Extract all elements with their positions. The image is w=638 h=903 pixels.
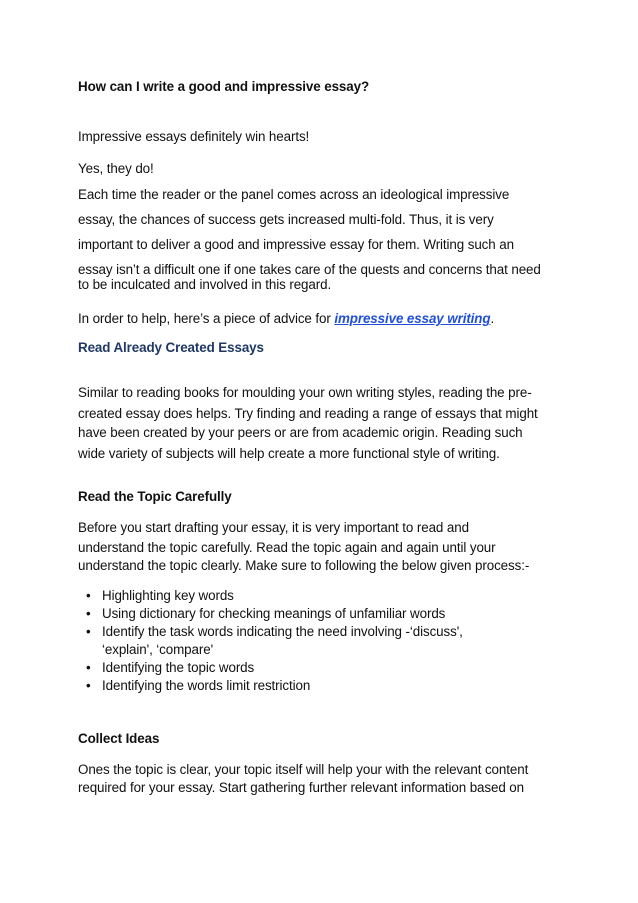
section1-line: created essay does helps. Try finding and reading a range of essays that might <box>78 406 538 421</box>
intro-paragraph-4 <box>78 310 494 328</box>
list-item-text: Identifying the topic words <box>102 660 255 675</box>
list-item-text: Highlighting key words <box>102 588 234 603</box>
section-heading-collect-ideas: Collect Ideas <box>78 731 160 746</box>
intro-paragraph-1: Impressive essays definitely win hearts! <box>78 129 310 144</box>
impressive-essay-writing-link[interactable]: impressive essay writing <box>334 311 491 326</box>
section2-line: Before you start drafting your essay, it is very important to read and <box>78 520 469 535</box>
intro-paragraph-3-line: Each time the reader or the panel comes across an ideological impressive <box>78 187 510 202</box>
section1-line: have been created by your peers or are from academic origin. Reading such <box>78 425 523 440</box>
intro-paragraph-3-line: important to deliver a good and impressive essay for them. Writing such an <box>78 237 514 252</box>
section-heading-read-essays: Read Already Created Essays <box>78 340 264 355</box>
list-item <box>78 659 463 677</box>
section2-line: understand the topic clearly. Make sure to following the below given process:- <box>78 558 530 573</box>
section2-line: understand the topic carefully. Read the topic again and again until your <box>78 540 496 555</box>
list-item-text: Identifying the words limit restriction <box>102 678 311 693</box>
bullet-icon: • <box>86 588 91 603</box>
list-item <box>78 623 463 659</box>
list-item-text: Identify the task words indicating the need involving -‘discuss', <box>102 624 463 639</box>
section3-line: Ones the topic is clear, your topic itself will help your with the relevant content <box>78 762 529 777</box>
intro-paragraph-2: Yes, they do! <box>78 161 154 176</box>
bullet-icon: • <box>86 660 91 675</box>
bullet-icon: • <box>86 678 91 693</box>
document-title: How can I write a good and impressive essay? <box>78 79 370 94</box>
list-item <box>78 677 463 695</box>
advice-text: In order to help, here’s a piece of advice for <box>78 311 335 326</box>
bullet-icon: • <box>86 624 91 639</box>
section1-line: Similar to reading books for moulding your own writing styles, reading the pre- <box>78 385 532 400</box>
process-bullet-list <box>78 587 463 695</box>
section-heading-read-topic: Read the Topic Carefully <box>78 489 232 504</box>
intro-paragraph-3-line: to be inculcated and involved in this regard. <box>78 277 332 292</box>
bullet-icon: • <box>86 606 91 621</box>
list-item-text: Using dictionary for checking meanings of unfamiliar words <box>102 606 446 621</box>
advice-period: . <box>490 311 495 326</box>
section3-line: required for your essay. Start gathering further relevant information based on <box>78 780 524 795</box>
intro-paragraph-3-line: essay, the chances of success gets increased multi-fold. Thus, it is very <box>78 212 494 227</box>
list-item <box>78 605 463 623</box>
intro-paragraph-3-line: essay isn’t a difficult one if one takes care of the quests and concerns that need <box>78 262 541 277</box>
list-item-text-continued: ‘explain', ‘compare' <box>102 642 214 657</box>
list-item <box>78 587 463 605</box>
section1-line: wide variety of subjects will help create a more functional style of writing. <box>78 446 500 461</box>
